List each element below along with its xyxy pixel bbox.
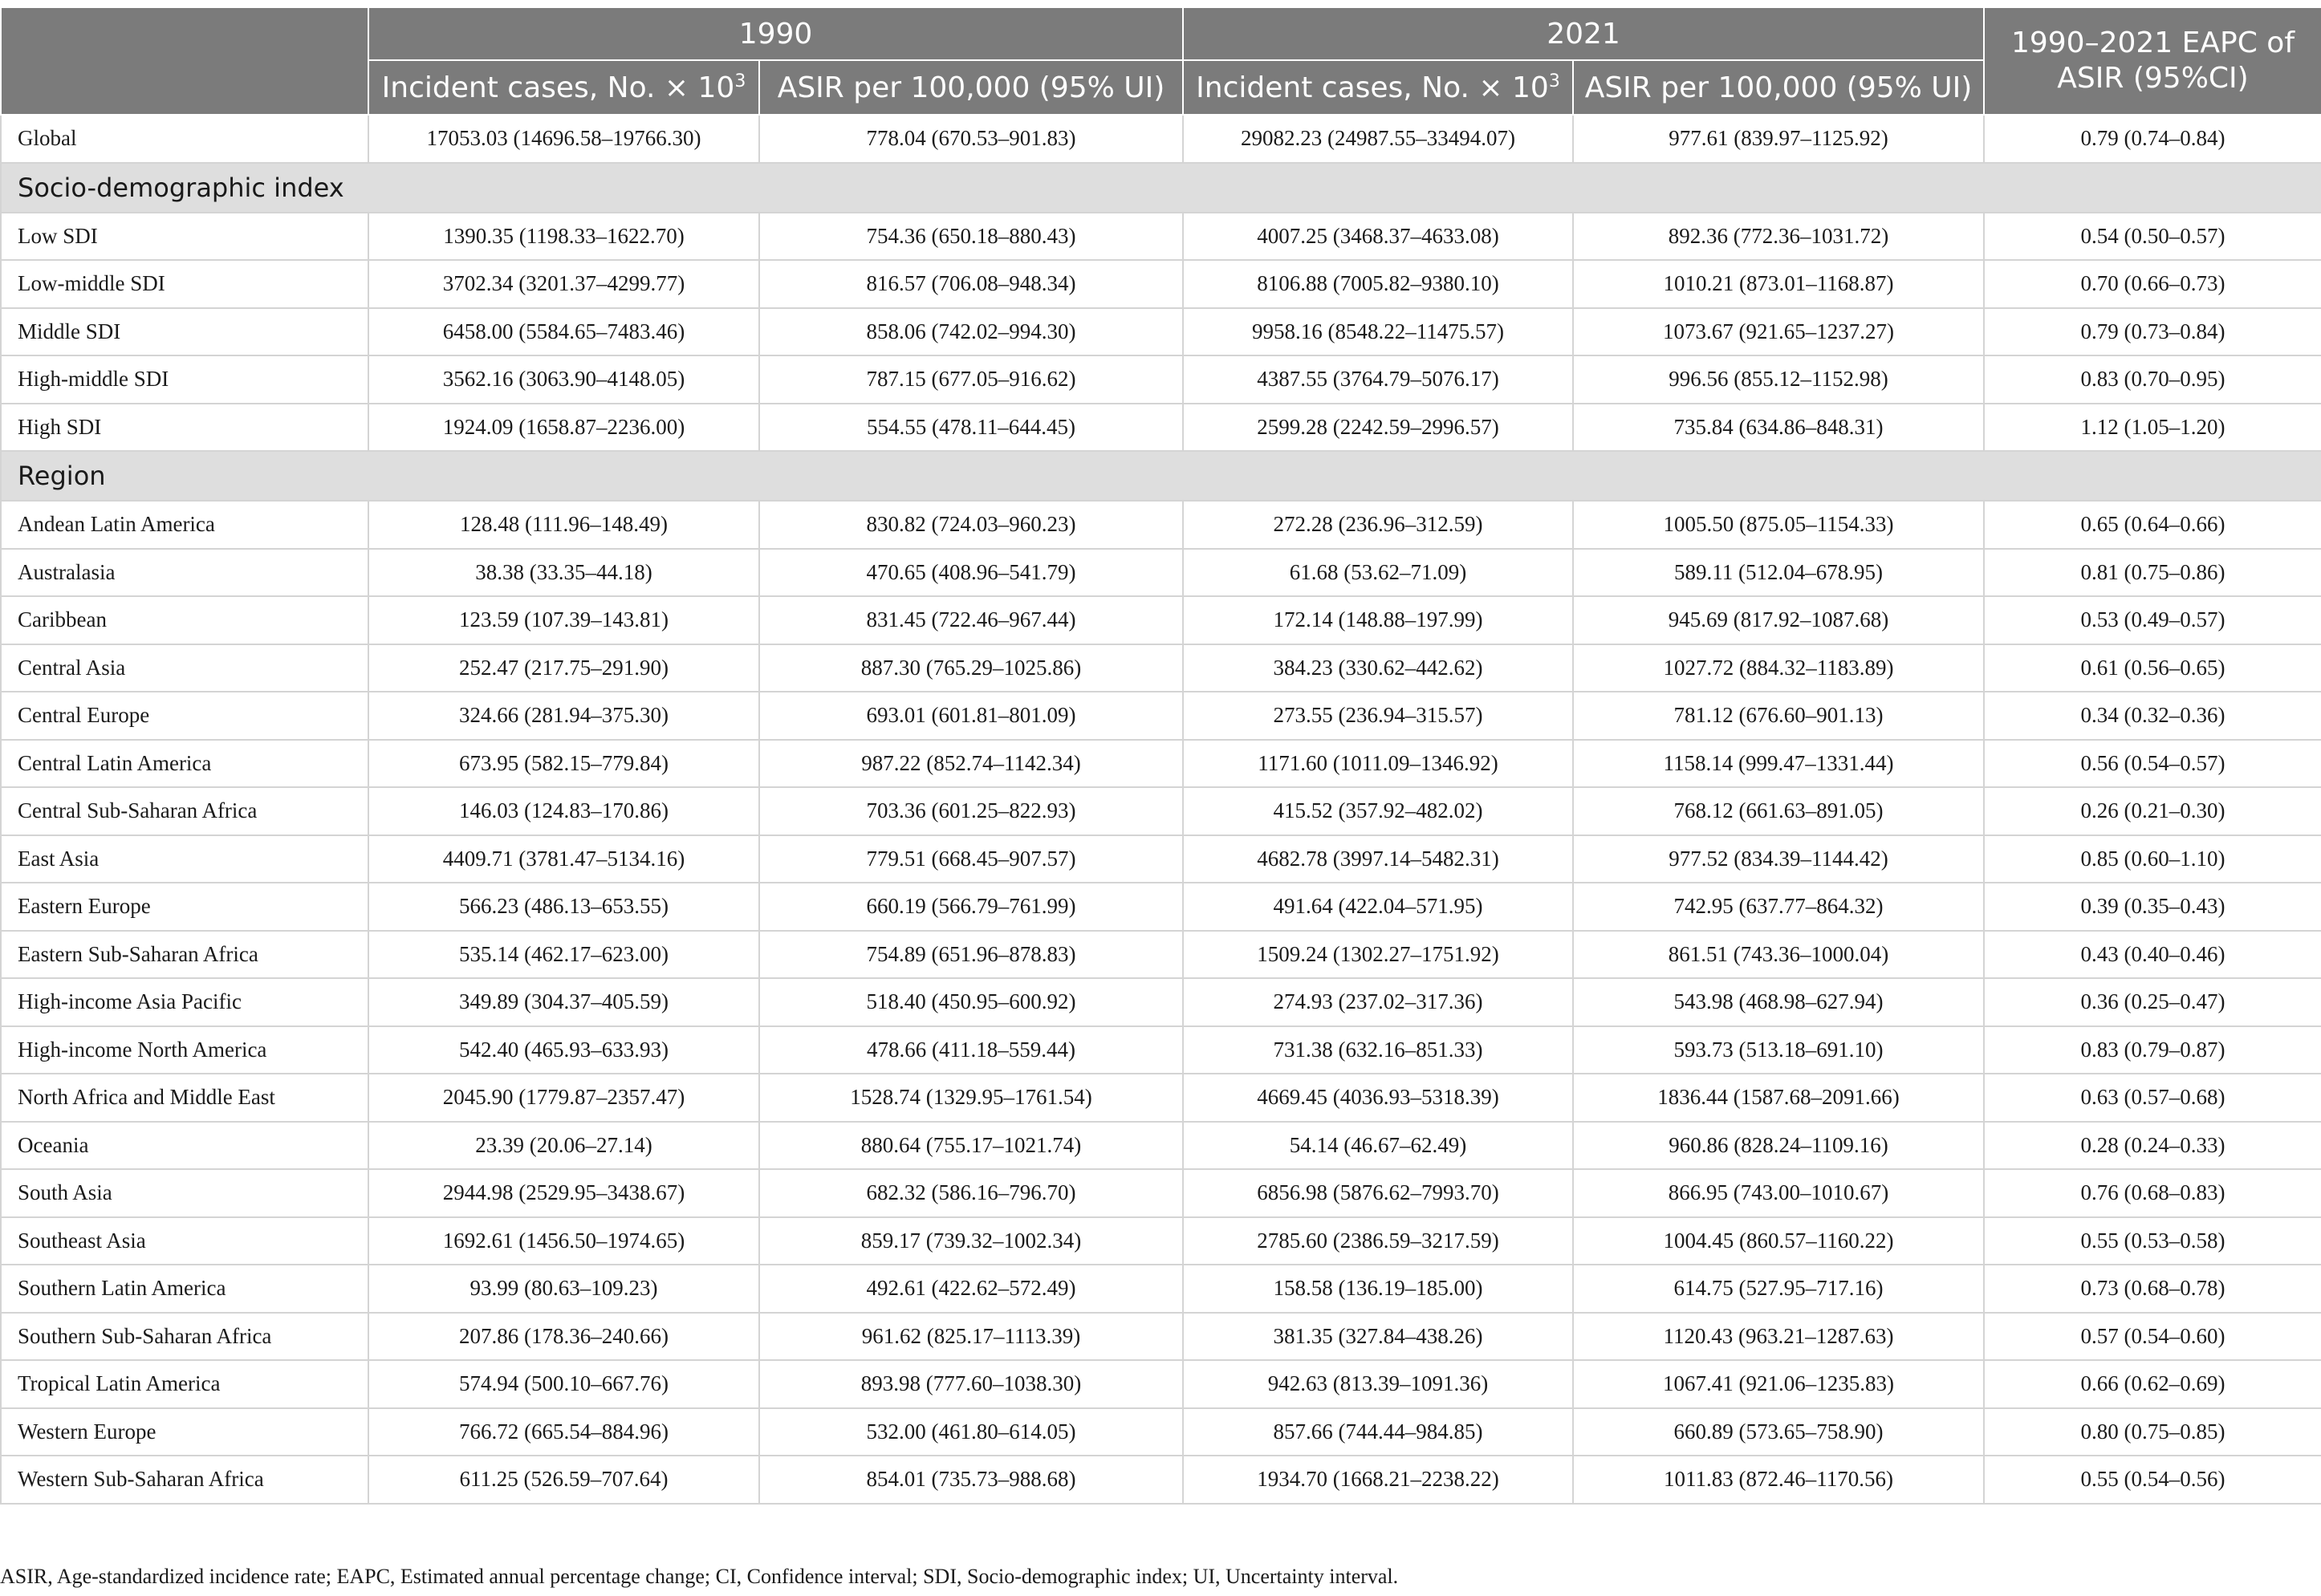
cell-eapc: 0.80 (0.75–0.85) (1984, 1408, 2321, 1456)
cell-cases-1990: 2045.90 (1779.87–2357.47) (368, 1074, 759, 1122)
cell-name: Southeast Asia (1, 1217, 368, 1265)
cell-name: High-income Asia Pacific (1, 978, 368, 1026)
cell-asir-2021: 892.36 (772.36–1031.72) (1573, 213, 1984, 261)
cell-asir-2021: 1011.83 (872.46–1170.56) (1573, 1456, 1984, 1504)
cell-cases-1990: 1924.09 (1658.87–2236.00) (368, 404, 759, 452)
cell-eapc: 0.61 (0.56–0.65) (1984, 644, 2321, 692)
cell-asir-2021: 1120.43 (963.21–1287.63) (1573, 1313, 1984, 1361)
cell-eapc: 0.28 (0.24–0.33) (1984, 1122, 2321, 1170)
cell-cases-2021: 1509.24 (1302.27–1751.92) (1183, 931, 1573, 979)
cell-cases-1990: 6458.00 (5584.65–7483.46) (368, 308, 759, 356)
cell-asir-2021: 543.98 (468.98–627.94) (1573, 978, 1984, 1026)
header-group-1990: 1990 (368, 7, 1183, 60)
cell-cases-1990: 3562.16 (3063.90–4148.05) (368, 355, 759, 404)
header-cases-2021-text: Incident cases, No. × 10 (1196, 71, 1549, 104)
cell-name: Central Europe (1, 692, 368, 740)
cell-eapc: 0.81 (0.75–0.86) (1984, 549, 2321, 597)
header-cases-1990-sup: 3 (734, 71, 746, 91)
cell-cases-1990: 3702.34 (3201.37–4299.77) (368, 260, 759, 308)
cell-name: Western Europe (1, 1408, 368, 1456)
cell-cases-1990: 574.94 (500.10–667.76) (368, 1360, 759, 1408)
section-row-sdi (1, 163, 2321, 213)
cell-cases-2021: 2785.60 (2386.59–3217.59) (1183, 1217, 1573, 1265)
cell-name: Low SDI (1, 213, 368, 261)
section-title-sdi: Socio-demographic index (1, 163, 2321, 213)
cell-cases-2021: 9958.16 (8548.22–11475.57) (1183, 308, 1573, 356)
cell-cases-2021: 384.23 (330.62–442.62) (1183, 644, 1573, 692)
cell-cases-1990: 611.25 (526.59–707.64) (368, 1456, 759, 1504)
cell-name: Andean Latin America (1, 501, 368, 549)
cell-name: East Asia (1, 835, 368, 883)
table-row (1, 978, 2321, 1026)
cell-cases-1990: 38.38 (33.35–44.18) (368, 549, 759, 597)
table-container (0, 6, 2321, 1505)
cell-cases-2021: 381.35 (327.84–438.26) (1183, 1313, 1573, 1361)
header-eapc (1984, 7, 2321, 115)
cell-name: Central Sub-Saharan Africa (1, 787, 368, 835)
cell-asir-1990: 470.65 (408.96–541.79) (759, 549, 1183, 597)
table-row (1, 1026, 2321, 1074)
cell-cases-2021: 273.55 (236.94–315.57) (1183, 692, 1573, 740)
cell-asir-2021: 1027.72 (884.32–1183.89) (1573, 644, 1984, 692)
cell-cases-2021: 272.28 (236.96–312.59) (1183, 501, 1573, 549)
cell-cases-1990: 252.47 (217.75–291.90) (368, 644, 759, 692)
cell-cases-2021: 857.66 (744.44–984.85) (1183, 1408, 1573, 1456)
cell-cases-1990: 4409.71 (3781.47–5134.16) (368, 835, 759, 883)
cell-asir-2021: 977.61 (839.97–1125.92) (1573, 115, 1984, 163)
cell-cases-1990: 23.39 (20.06–27.14) (368, 1122, 759, 1170)
cell-asir-1990: 961.62 (825.17–1113.39) (759, 1313, 1183, 1361)
cell-eapc: 0.55 (0.54–0.56) (1984, 1456, 2321, 1504)
cell-eapc: 0.83 (0.79–0.87) (1984, 1026, 2321, 1074)
table-row (1, 835, 2321, 883)
cell-name: Eastern Europe (1, 883, 368, 931)
header-eapc-line1: 1990–2021 EAPC of (2010, 26, 2295, 59)
cell-eapc: 0.76 (0.68–0.83) (1984, 1169, 2321, 1217)
cell-asir-1990: 682.32 (586.16–796.70) (759, 1169, 1183, 1217)
cell-eapc: 0.34 (0.32–0.36) (1984, 692, 2321, 740)
cell-cases-2021: 274.93 (237.02–317.36) (1183, 978, 1573, 1026)
cell-cases-2021: 6856.98 (5876.62–7993.70) (1183, 1169, 1573, 1217)
cell-asir-2021: 742.95 (637.77–864.32) (1573, 883, 1984, 931)
cell-name: Middle SDI (1, 308, 368, 356)
cell-cases-1990: 673.95 (582.15–779.84) (368, 740, 759, 788)
header-cases-2021-sup: 3 (1548, 71, 1560, 91)
cell-asir-1990: 816.57 (706.08–948.34) (759, 260, 1183, 308)
cell-asir-2021: 593.73 (513.18–691.10) (1573, 1026, 1984, 1074)
cell-eapc: 0.70 (0.66–0.73) (1984, 260, 2321, 308)
cell-asir-1990: 778.04 (670.53–901.83) (759, 115, 1183, 163)
cell-name: Australasia (1, 549, 368, 597)
cell-asir-1990: 887.30 (765.29–1025.86) (759, 644, 1183, 692)
cell-cases-2021: 4007.25 (3468.37–4633.08) (1183, 213, 1573, 261)
cell-eapc: 0.79 (0.73–0.84) (1984, 308, 2321, 356)
cell-asir-1990: 859.17 (739.32–1002.34) (759, 1217, 1183, 1265)
cell-eapc: 0.83 (0.70–0.95) (1984, 355, 2321, 404)
table-row (1, 1122, 2321, 1170)
cell-cases-1990: 542.40 (465.93–633.93) (368, 1026, 759, 1074)
cell-asir-1990: 831.45 (722.46–967.44) (759, 596, 1183, 644)
cell-name: Central Latin America (1, 740, 368, 788)
table-row (1, 213, 2321, 261)
cell-cases-1990: 1390.35 (1198.33–1622.70) (368, 213, 759, 261)
cell-cases-1990: 17053.03 (14696.58–19766.30) (368, 115, 759, 163)
table-row (1, 692, 2321, 740)
cell-cases-2021: 4682.78 (3997.14–5482.31) (1183, 835, 1573, 883)
section-title-region: Region (1, 451, 2321, 501)
header-asir-2021: ASIR per 100,000 (95% UI) (1573, 60, 1984, 115)
cell-asir-1990: 754.36 (650.18–880.43) (759, 213, 1183, 261)
cell-cases-1990: 1692.61 (1456.50–1974.65) (368, 1217, 759, 1265)
cell-cases-2021: 942.63 (813.39–1091.36) (1183, 1360, 1573, 1408)
cell-asir-1990: 880.64 (755.17–1021.74) (759, 1122, 1183, 1170)
cell-asir-1990: 660.19 (566.79–761.99) (759, 883, 1183, 931)
table-row (1, 308, 2321, 356)
cell-name: High-middle SDI (1, 355, 368, 404)
cell-asir-2021: 1073.67 (921.65–1237.27) (1573, 308, 1984, 356)
table-row (1, 1360, 2321, 1408)
table-row (1, 596, 2321, 644)
cell-name: North Africa and Middle East (1, 1074, 368, 1122)
cell-eapc: 0.79 (0.74–0.84) (1984, 115, 2321, 163)
cell-cases-2021: 491.64 (422.04–571.95) (1183, 883, 1573, 931)
cell-asir-1990: 478.66 (411.18–559.44) (759, 1026, 1183, 1074)
cell-asir-1990: 518.40 (450.95–600.92) (759, 978, 1183, 1026)
cell-eapc: 0.43 (0.40–0.46) (1984, 931, 2321, 979)
cell-asir-1990: 858.06 (742.02–994.30) (759, 308, 1183, 356)
cell-name: South Asia (1, 1169, 368, 1217)
cell-name: Southern Latin America (1, 1265, 368, 1313)
cell-name: High-income North America (1, 1026, 368, 1074)
cell-asir-1990: 1528.74 (1329.95–1761.54) (759, 1074, 1183, 1122)
cell-eapc: 0.39 (0.35–0.43) (1984, 883, 2321, 931)
cell-cases-2021: 4387.55 (3764.79–5076.17) (1183, 355, 1573, 404)
cell-cases-1990: 766.72 (665.54–884.96) (368, 1408, 759, 1456)
cell-asir-1990: 532.00 (461.80–614.05) (759, 1408, 1183, 1456)
cell-cases-2021: 29082.23 (24987.55–33494.07) (1183, 115, 1573, 163)
cell-name: Global (1, 115, 368, 163)
cell-asir-2021: 1010.21 (873.01–1168.87) (1573, 260, 1984, 308)
cell-eapc: 0.26 (0.21–0.30) (1984, 787, 2321, 835)
cell-eapc: 1.12 (1.05–1.20) (1984, 404, 2321, 452)
table-row (1, 355, 2321, 404)
cell-asir-2021: 1004.45 (860.57–1160.22) (1573, 1217, 1984, 1265)
cell-cases-2021: 1171.60 (1011.09–1346.92) (1183, 740, 1573, 788)
header-cases-2021 (1183, 60, 1573, 115)
table-row-global (1, 115, 2321, 163)
cell-asir-2021: 660.89 (573.65–758.90) (1573, 1408, 1984, 1456)
cell-name: Eastern Sub-Saharan Africa (1, 931, 368, 979)
cell-cases-1990: 349.89 (304.37–405.59) (368, 978, 759, 1026)
cell-asir-2021: 768.12 (661.63–891.05) (1573, 787, 1984, 835)
cell-cases-2021: 158.58 (136.19–185.00) (1183, 1265, 1573, 1313)
cell-asir-2021: 861.51 (743.36–1000.04) (1573, 931, 1984, 979)
cell-asir-2021: 1067.41 (921.06–1235.83) (1573, 1360, 1984, 1408)
cell-cases-1990: 123.59 (107.39–143.81) (368, 596, 759, 644)
table-footnote: ASIR, Age-standardized incidence rate; EAPC, Estimated annual percentage change; CI, Confidence interval; SDI, Socio-demographic index; UI, Uncertainty interval. (0, 1565, 1399, 1588)
table-row (1, 1456, 2321, 1504)
table-row (1, 404, 2321, 452)
cell-asir-2021: 977.52 (834.39–1144.42) (1573, 835, 1984, 883)
header-cases-1990 (368, 60, 759, 115)
cell-name: Central Asia (1, 644, 368, 692)
cell-cases-1990: 2944.98 (2529.95–3438.67) (368, 1169, 759, 1217)
table-row (1, 501, 2321, 549)
header-row-groups (1, 7, 2321, 60)
cell-asir-2021: 1005.50 (875.05–1154.33) (1573, 501, 1984, 549)
cell-asir-2021: 589.11 (512.04–678.95) (1573, 549, 1984, 597)
cell-name: Southern Sub-Saharan Africa (1, 1313, 368, 1361)
table-body (1, 115, 2321, 1504)
cell-asir-1990: 703.36 (601.25–822.93) (759, 787, 1183, 835)
table-row (1, 787, 2321, 835)
cell-asir-1990: 893.98 (777.60–1038.30) (759, 1360, 1183, 1408)
cell-asir-2021: 945.69 (817.92–1087.68) (1573, 596, 1984, 644)
table-row (1, 1313, 2321, 1361)
cell-cases-2021: 61.68 (53.62–71.09) (1183, 549, 1573, 597)
cell-cases-1990: 535.14 (462.17–623.00) (368, 931, 759, 979)
cell-cases-2021: 731.38 (632.16–851.33) (1183, 1026, 1573, 1074)
cell-cases-1990: 207.86 (178.36–240.66) (368, 1313, 759, 1361)
cell-cases-2021: 54.14 (46.67–62.49) (1183, 1122, 1573, 1170)
cell-eapc: 0.36 (0.25–0.47) (1984, 978, 2321, 1026)
table-row (1, 260, 2321, 308)
table-row (1, 740, 2321, 788)
cell-asir-2021: 960.86 (828.24–1109.16) (1573, 1122, 1984, 1170)
cell-asir-1990: 854.01 (735.73–988.68) (759, 1456, 1183, 1504)
cell-eapc: 0.66 (0.62–0.69) (1984, 1360, 2321, 1408)
cell-cases-1990: 324.66 (281.94–375.30) (368, 692, 759, 740)
cell-eapc: 0.56 (0.54–0.57) (1984, 740, 2321, 788)
cell-cases-1990: 566.23 (486.13–653.55) (368, 883, 759, 931)
cell-asir-2021: 614.75 (527.95–717.16) (1573, 1265, 1984, 1313)
cell-name: Low-middle SDI (1, 260, 368, 308)
cell-eapc: 0.55 (0.53–0.58) (1984, 1217, 2321, 1265)
cell-eapc: 0.65 (0.64–0.66) (1984, 501, 2321, 549)
cell-asir-1990: 754.89 (651.96–878.83) (759, 931, 1183, 979)
cell-name: Caribbean (1, 596, 368, 644)
cell-name: Western Sub-Saharan Africa (1, 1456, 368, 1504)
cell-cases-2021: 4669.45 (4036.93–5318.39) (1183, 1074, 1573, 1122)
cell-asir-1990: 787.15 (677.05–916.62) (759, 355, 1183, 404)
header-group-2021: 2021 (1183, 7, 1984, 60)
cell-asir-2021: 996.56 (855.12–1152.98) (1573, 355, 1984, 404)
cell-asir-1990: 492.61 (422.62–572.49) (759, 1265, 1183, 1313)
cell-eapc: 0.53 (0.49–0.57) (1984, 596, 2321, 644)
table-row (1, 1169, 2321, 1217)
cell-asir-1990: 779.51 (668.45–907.57) (759, 835, 1183, 883)
cell-cases-2021: 1934.70 (1668.21–2238.22) (1183, 1456, 1573, 1504)
cell-eapc: 0.54 (0.50–0.57) (1984, 213, 2321, 261)
cell-asir-1990: 693.01 (601.81–801.09) (759, 692, 1183, 740)
header-corner (1, 7, 368, 115)
cell-cases-2021: 8106.88 (7005.82–9380.10) (1183, 260, 1573, 308)
cell-asir-2021: 1158.14 (999.47–1331.44) (1573, 740, 1984, 788)
table-row (1, 931, 2321, 979)
cell-cases-2021: 2599.28 (2242.59–2996.57) (1183, 404, 1573, 452)
cell-asir-2021: 735.84 (634.86–848.31) (1573, 404, 1984, 452)
cell-eapc: 0.85 (0.60–1.10) (1984, 835, 2321, 883)
table-row (1, 1074, 2321, 1122)
incidence-table (0, 6, 2321, 1505)
cell-cases-2021: 172.14 (148.88–197.99) (1183, 596, 1573, 644)
cell-name: Tropical Latin America (1, 1360, 368, 1408)
cell-eapc: 0.57 (0.54–0.60) (1984, 1313, 2321, 1361)
cell-name: Oceania (1, 1122, 368, 1170)
cell-asir-1990: 830.82 (724.03–960.23) (759, 501, 1183, 549)
cell-asir-2021: 866.95 (743.00–1010.67) (1573, 1169, 1984, 1217)
table-row (1, 1217, 2321, 1265)
cell-cases-1990: 128.48 (111.96–148.49) (368, 501, 759, 549)
cell-name: High SDI (1, 404, 368, 452)
cell-asir-1990: 987.22 (852.74–1142.34) (759, 740, 1183, 788)
table-row (1, 1265, 2321, 1313)
section-row-region (1, 451, 2321, 501)
cell-cases-1990: 146.03 (124.83–170.86) (368, 787, 759, 835)
table-row (1, 644, 2321, 692)
header-asir-1990: ASIR per 100,000 (95% UI) (759, 60, 1183, 115)
cell-cases-2021: 415.52 (357.92–482.02) (1183, 787, 1573, 835)
cell-eapc: 0.63 (0.57–0.68) (1984, 1074, 2321, 1122)
table-row (1, 1408, 2321, 1456)
cell-asir-1990: 554.55 (478.11–644.45) (759, 404, 1183, 452)
cell-eapc: 0.73 (0.68–0.78) (1984, 1265, 2321, 1313)
table-row (1, 883, 2321, 931)
table-row (1, 549, 2321, 597)
cell-cases-1990: 93.99 (80.63–109.23) (368, 1265, 759, 1313)
header-cases-1990-text: Incident cases, No. × 10 (381, 71, 735, 104)
cell-asir-2021: 781.12 (676.60–901.13) (1573, 692, 1984, 740)
cell-asir-2021: 1836.44 (1587.68–2091.66) (1573, 1074, 1984, 1122)
header-eapc-line2: ASIR (95%CI) (2057, 62, 2249, 95)
